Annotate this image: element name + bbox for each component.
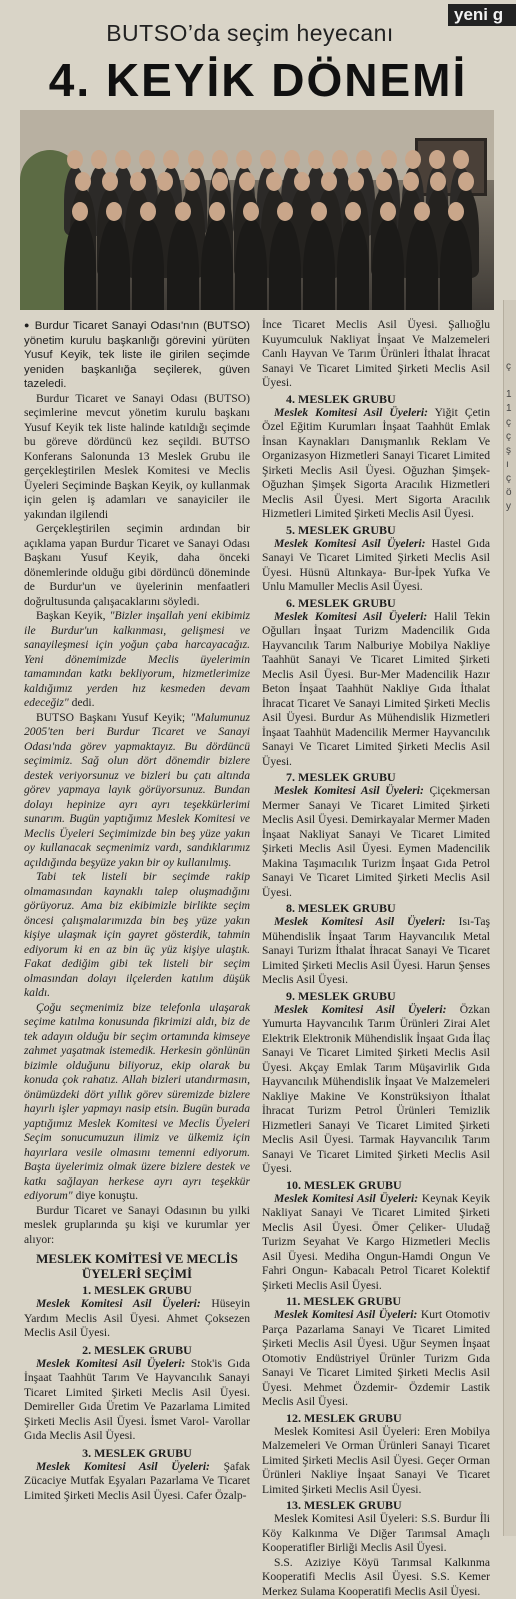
photo-person-head [212,150,228,169]
photo-person-head [260,150,276,169]
photo-person-head [429,150,445,169]
group-entry [262,1308,490,1410]
photo-person-head [188,150,204,169]
final-entry: S.S. Aziziye Köyü Tarımsal Kalkınma Kooperatifi Meclis Asil Üyesi. S.S. Kemer Merkez Sulama Kooperatifi Meclis Asil Üyesi. [262,1556,490,1599]
group-photo [20,110,494,310]
right-column [262,318,490,1599]
edge-char: ı [504,458,516,472]
group-text: Çiçekmersan Mermer Sanayi Ve Ticaret Limited Şirketi Meclis Asil Üyesi. Demirkayalar Mermer Maden İnşaat Nakliyat Sanayi Ve Ticaret Limited Şirketi Meclis Asil Üyesi. Eymen Madencilik Makina Taşımacılık Turizm İnşaat Gıda Petrol Sanayi Ve Ticaret Limited Şirketi Meclis Asil Üyesi. [262,784,490,899]
bullet-icon: ● [24,320,31,330]
photo-person-head [277,202,293,221]
photo-person-head [239,172,255,191]
group-entry [262,537,490,595]
body-paragraph: Burdur Ticaret ve Sanayi Odası (BUTSO) seçimlerine mevcut yönetim kurulu başkanı Yusuf Keyik tek liste halinde katıldığı seçimde bu göreve dördüncü kez seçildi. BUTSO Konferans Salonunda 13 Meslek Grubu ile gerçekleştirilen Meslek Komitesi ve Meclis Üyeleri Seçiminde Başkan Keyik, oy kullanmak için gelen iş adamları ve sanayiciler ile yakından ilgilendi [24,392,250,523]
body-paragraph: Gerçekleştirilen seçimin ardından bir açıklama yapan Burdur Ticaret ve Sanayi Odası Başkanı Yusuf Keyik, daha önceki dönemlerinde olduğu gibi dördüncü döneminde de Burdur'un ve üyelerinin menfaatleri doğrultusunda çalışacaklarını söyledi. [24,522,250,609]
photo-person [406,218,438,310]
continuation-paragraph: İnce Ticaret Meclis Asil Üyesi. Şallıoğlu Kuyumculuk Nakliyat İnşaat Ve Malzemeleri Canlı Hayvan Ve Tarım Ürünleri İthalat İhracat Sanayi Ve Ticaret Limited Şirketi Meclis Asil Üyesi. [262,318,490,391]
group-entry [24,1297,250,1341]
photo-person-head [72,202,88,221]
group-entry [262,1192,490,1294]
group-text: Stok'is Gıda İnşaat Taahhüt Tarım Ve Hayvancılık Sanayi Ticaret Limited Şirketi Meclis Asil Üyesi. Demireller Gıda Üretim Ve Pazarlama Limited Şirketi Meclis Asil Üyesi. İsmet Varol- Varollar Gıda Meclis Asil Üyesi. [24,1357,250,1443]
edge-char: ö [504,486,516,500]
quote-text: Çoğu seçmenimiz bize telefonla ulaşarak seçime katılma konusunda fikrimizi aldı, biz de tek adayın olduğu bir seçim ortamında kimseye zahmet yaşatmak istemedik. Herkesin gönlünün bizimle olduğunu biliyoruz, ekip olarak bu konuda çok rahatız. Allah bizleri utandırmasın, önümüzdeki dört yıllık görev süremizde bizlere hayırlı işler yapmayı nasip etsin. Bugün burada yaptığımız Meslek Komitesi ve Meclis Üyeleri Seçim sonucumuzun ilimiz ve ülkemiz için hayırlara vesile olmasını temenni ediyorum. Başta üyelerimiz olmak üzere bizlere destek ve katkı sağlayan herkese ayrı ayrı teşekkür ediyorum" [24,1001,250,1203]
section-title: MESLEK KOMİTESİ VE MECLİS ÜYELERİ SEÇİMİ [24,1251,250,1281]
edge-char: ş [504,444,516,458]
photo-person [167,218,199,310]
group-role: Meslek Komitesi Asil Üyeleri: [36,1297,201,1310]
group-entry [24,1460,250,1504]
lead-paragraph [24,318,250,392]
group-title: 13. MESLEK GRUBU [286,1498,490,1512]
lead-text: Burdur Ticaret Sanayi Odası'nın (BUTSO) yönetim kurulu başkanlığı görevini yürüten Yusuf Keyik, tek liste ile girilen seçimde yeniden başkanlığa seçilerek, güven tazeledi. [24,320,250,390]
group-role: Meslek Komitesi Asil Üyeleri: [274,537,425,550]
group-text: Keynak Keyik Nakliyat Sanayi Ve Ticaret Limited Şirketi Meclis Asil Üyesi. Ömer Çeliker- Uludağ Turizm Seyahat Ve Kargo Hizmetleri Meclis Asil Üyesi. Mediha Ongun-Hamdi Ongun Ve Fahri Ongun- Kabacalı Petrol Ticaret Kolektif Şirketi Meclis Asil Üyesi. [262,1192,490,1292]
group-entry [262,1003,490,1177]
photo-person-head [243,202,259,221]
adjacent-column-edge [503,300,516,1536]
edge-char: y [504,500,516,514]
photo-person-head [236,150,252,169]
edge-char: 1 [504,402,516,416]
group-text: Yiğit Çetin Özel Eğitim Kurumları İnşaat Taahhüt Emlak İnsan Kaynakları Danışmanlık Reklam Ve Organizasyon Hizmetleri Sanayi Ticaret Limited Şirketi Meclis Asil Üyesi. Oğuzhan Şimşek- Oğuzhan Şimşek Sigorta Aracılık Hizmetleri Meclis Asil Üyesi. Mert Sigorta Aracılık Hizmetleri Limited Şirketi Meclis Asil Üyesi. [262,406,490,521]
group-role: Meslek Komitesi Asil Üyeleri: [274,915,446,928]
body-paragraph: Burdur Ticaret ve Sanayi Odasının bu yılki meslek gruplarında şu kişi ve kurumlar yer alıyor: [24,1204,250,1248]
article-kicker: BUTSO’da seçim heyecanı [40,20,460,47]
group-entry [262,610,490,770]
quote-tail: diye konuştu. [73,1189,138,1202]
photo-person-head [67,150,83,169]
quote-intro: Başkan Keyik, [36,609,110,622]
photo-person-head [91,150,107,169]
group-role: Meslek Komitesi Asil Üyeleri: [274,784,424,797]
group-text: Kurt Otomotiv Parça Pazarlama Sanayi Ve Ticaret Limited Şirketi Meclis Asil Üyesi. Uğur Seymen İnşaat Otomotiv Endüstriyel Ürünler Turizm Gıda Sanayi Ve Ticaret Limited Şirketi Meclis Asil Üyesi. Mehmet Özdemir- Özdemir Lastik Meclis Asil Üyesi. [262,1308,490,1408]
group-title: 11. MESLEK GRUBU [286,1294,490,1308]
quote-text: "Malumunuz 2005'ten beri Burdur Ticaret ve Sanayi Odası'nda görev yapmaktayız. Bu dördüncü seçimimiz. Sağ olun dört dönemdir bizlere destek veriyorsunuz ve bizleri bu çatı altında görev yapmaya layık görüyorsunuz. Bundan dolayı hepinize ayrı ayrı teşekkürlerimi sunarım. Bugün yaptığımız Meslek Komitesi ve Meclis Üyeleri Seçimimizde bin beş yüze yakın oy kullanacak seçmenimiz vardı, sandıklarımız açıldığında beşyüze yakın bir oy kullanılmış. [24,711,250,869]
photo-person-head [284,150,300,169]
group-text: Hüseyin Yardım Meclis Asil Üyesi. Ahmet Çoksezen Meclis Asil Üyesi. [24,1297,250,1339]
group-title: 8. MESLEK GRUBU [286,901,490,915]
group-text: Hastel Gıda Sanayi Ve Ticaret Limited Şirketi Meclis Asil Üyesi. Hüsnü Altınkaya- Bur-İpek Yufka Ve Unlu Mamuller Meclis Asil Üyesi. [262,537,490,594]
group-entry [262,406,490,522]
group-role: Meslek Komitesi Asil Üyeleri: [36,1460,210,1473]
group-entry [262,784,490,900]
groups-left [24,1283,250,1503]
edge-char: ç [504,430,516,444]
photo-person-head [75,172,91,191]
group-role: Meslek Komitesi Asil Üyeleri: [36,1357,185,1370]
photo-person-head [212,172,228,191]
photo-person-head [453,150,469,169]
quote-paragraph [24,1001,250,1204]
group-title: 5. MESLEK GRUBU [286,523,490,537]
photo-person-head [130,172,146,191]
photo-person-head [321,172,337,191]
photo-person [201,218,233,310]
edge-char: ç [504,472,516,486]
group-title: 3. MESLEK GRUBU [24,1446,250,1460]
photo-person-head [294,172,310,191]
group-text: Meslek Komitesi Asil Üyeleri: Eren Mobilya Malzemeleri Ve Orman Ürünleri Sanayi Ticaret Limited Şirketi Meclis Asil Üyesi. Geçer Orman Ürünleri Nakliye İnşaat Sanayi Ve Ticaret Limited Şirketi Meclis Asil Üyesi. [262,1425,490,1496]
group-title: 2. MESLEK GRUBU [24,1343,250,1357]
group-role: Meslek Komitesi Asil Üyeleri: [274,1192,418,1205]
group-entry [262,1512,490,1556]
group-title: 12. MESLEK GRUBU [286,1411,490,1425]
edge-char: 1 [504,388,516,402]
photo-person-head [209,202,225,221]
group-text: Şafak Zücaciye Mutfak Eşyaları Pazarlama Ve Ticaret Limited Şirketi Meclis Asil Üyesi. Cafer Özalp- [24,1460,250,1502]
photo-person-head [380,202,396,221]
group-role: Meslek Komitesi Asil Üyeleri: [274,610,427,623]
group-entry [262,1425,490,1498]
group-role: Meslek Komitesi Asil Üyeleri: [274,1003,447,1016]
photo-person-head [403,172,419,191]
edge-char: ç [504,416,516,430]
group-text: Özkan Yumurta Hayvancılık Tarım Ürünleri Zirai Alet Elektrik Elektronik Mühendislik İnşaat Gıda İlaç Sanayi Ve Ticaret Limited Şirketi Meclis Asil Üyesi. Akçay Emlak Tarım Müşavirlik Gıda Hayvancılık Mühendislik İnşaat Ve Malzemeleri Nakliye Makine Ve Konstrüksiyon İthalat İhracat Turizm Petrol Ürünleri Temizlik Hizmetleri Sanayi Ve Ticaret Limited Şirketi Meclis Asil Üyesi. Tarmak Hayvancılık Tarım Sanayi Ve Ticaret Limited Şirketi Meclis Asil Üyesi. [262,1003,490,1176]
photo-person-head [381,150,397,169]
edge-char: ç [504,360,516,374]
group-title: 9. MESLEK GRUBU [286,989,490,1003]
group-title: 4. MESLEK GRUBU [286,392,490,406]
photo-person-head [266,172,282,191]
left-column [24,318,250,1503]
quote-tail: dedi. [69,696,95,709]
group-entry [262,915,490,988]
quote-text: "Bizler inşallah yeni ekibimiz ile Burdur'un kalkınması, gelişmesi ve sanayileşmesi için yoğun çaba harcayacağız. Yeni dönemimizde Meclis üyelerimin tamamından katkı bekliyorum, hizmetlerimize kaldığımız yerden hız kesmeden devam edeceğiz" [24,609,250,709]
photo-person-head [175,202,191,221]
quote-paragraph: Tabi tek listeli bir seçimde rakip olmamasından kaynaklı talep oluşmadığını görüyoruz. Ama biz ekibimizle birlikte seçim öncesi çalışmalarımızda bin beş yüze yakın kişiye ulaşmak için gayret gösterdik, tahmin ediyorum ki en az bin üç yüz kişiye ulaştık. Fakat dediğim gibi tek listeli bir seçim olmasından dolayı ilçelerden katılım düşük kaldı. [24,870,250,1001]
group-role: Meslek Komitesi Asil Üyeleri: [274,406,428,419]
photo-person [372,218,404,310]
group-title: 6. MESLEK GRUBU [286,596,490,610]
group-role: Meslek Komitesi Asil Üyeleri: [274,1308,417,1321]
group-entry [24,1357,250,1444]
photo-person-head [458,172,474,191]
quote-paragraph [24,609,250,711]
masthead: yeni g [448,4,516,26]
group-title: 10. MESLEK GRUBU [286,1178,490,1192]
photo-person-head [448,202,464,221]
group-text: Isı-Taş Mühendislik İnşaat Tarım Hayvancılık Metal Sanayi Turizm İthalat İhracat Sanayi Ve Ticaret Limited Şirketi Meclis Asil Üyesi. Harun Şenses Meclis Asil Üyesi. [262,915,490,986]
photo-person-head [414,202,430,221]
group-text: Meslek Komitesi Asil Üyeleri: S.S. Burdur İli Köy Kalkınma Ve Diğer Tarımsal Amaçlı Kooperatifler Birliği Meclis Asil Üyesi. [262,1512,490,1554]
photo-person-head [405,150,421,169]
groups-right [262,392,490,1556]
group-text: Halil Tekin Oğulları İnşaat Turizm Madencilik Gıda Hayvancılık Tarım Nalburiye Mobilya Nakliye Taahhüt Sanayi Ve Ticaret Limited Şirketi Meclis Asil Üyesi. Bur-Mer Madencilik Hazır Beton İnşaat Taahhüt Nakliye Gıda İthalat İhracat Ticaret Ve Sanayi Limited Şirketi Meclis Asil Üyesi. Burdur As Mühendislik Hizmetleri İnşaat Taahhüt Madencilik Mermer Hayvancılık Sanayi Ve Ticaret Limited Şirketi Meclis Asil Üyesi. [262,610,490,768]
group-title: 1. MESLEK GRUBU [24,1283,250,1297]
article-headline: 4. KEYİK DÖNEMİ [20,54,496,106]
quote-paragraph [24,711,250,871]
photo-person-head [157,172,173,191]
group-title: 7. MESLEK GRUBU [286,770,490,784]
quote-intro: BUTSO Başkanı Yusuf Keyik; [36,711,190,724]
photo-person-head [376,172,392,191]
